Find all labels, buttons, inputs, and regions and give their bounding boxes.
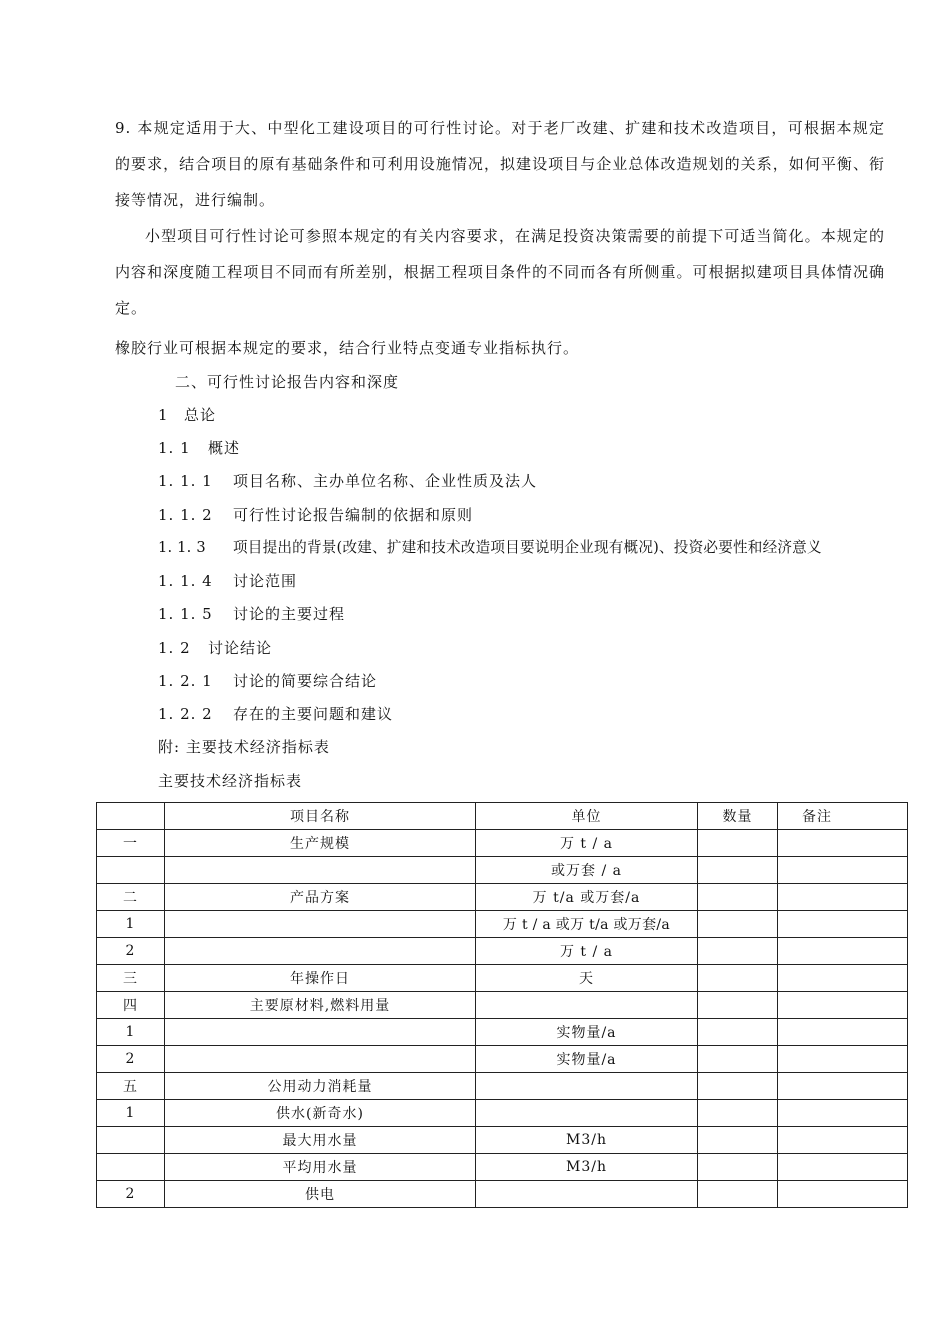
item-name: 供电 — [165, 1181, 476, 1208]
header-cell: 数量 — [698, 803, 778, 830]
outline-item — [158, 638, 272, 658]
item-name — [165, 1046, 476, 1073]
table-row — [97, 1100, 908, 1127]
table-row — [97, 884, 908, 911]
remark-cell — [778, 938, 908, 965]
row-index: 四 — [97, 992, 165, 1019]
quantity-cell — [698, 857, 778, 884]
table-row — [97, 1019, 908, 1046]
outline-item — [158, 538, 822, 558]
outline-item — [158, 571, 297, 591]
remark-cell — [778, 884, 908, 911]
outline-number: 1. 2 — [158, 639, 191, 657]
item-name — [165, 857, 476, 884]
outline-text: 讨论的主要过程 — [233, 605, 346, 623]
header-cell: 项目名称 — [165, 803, 476, 830]
outline-text: 存在的主要问题和建议 — [233, 705, 394, 723]
outline-number: 1. 1. 2 — [158, 506, 213, 524]
item-name: 生产规模 — [165, 830, 476, 857]
remark-cell — [778, 1127, 908, 1154]
outline-text: 总论 — [184, 406, 217, 424]
quantity-cell — [698, 1073, 778, 1100]
unit-cell: 实物量/a — [476, 1019, 698, 1046]
unit-cell: 万 t / a — [476, 830, 698, 857]
remark-cell — [778, 911, 908, 938]
remark-cell — [778, 1046, 908, 1073]
header-cell: 备注 — [778, 803, 908, 830]
outline-number: 1 — [158, 406, 169, 424]
outline-text: 可行性讨论报告编制的依据和原则 — [233, 506, 474, 524]
item-name: 主要原材料,燃料用量 — [165, 992, 476, 1019]
row-index — [97, 1154, 165, 1181]
unit-cell — [476, 1073, 698, 1100]
table-row — [97, 1073, 908, 1100]
table-caption: 主要技术经济指标表 — [158, 772, 303, 790]
table-row — [97, 965, 908, 992]
unit-cell — [476, 1181, 698, 1208]
unit-cell: M3/h — [476, 1127, 698, 1154]
remark-cell — [778, 1100, 908, 1127]
item-name: 平均用水量 — [165, 1154, 476, 1181]
item-name: 年操作日 — [165, 965, 476, 992]
unit-cell — [476, 992, 698, 1019]
outline-text: 项目提出的背景(改建、扩建和技术改造项目要说明企业现有概况)、投资必要性和经济意义 — [233, 539, 822, 556]
outline-item — [158, 471, 537, 491]
table-row — [97, 1181, 908, 1208]
unit-cell: 万 t / a 或万 t/a 或万套/a — [476, 911, 698, 938]
row-index — [97, 1127, 165, 1154]
table-row — [97, 857, 908, 884]
row-index — [97, 857, 165, 884]
unit-cell: 或万套 / a — [476, 857, 698, 884]
quantity-cell — [698, 1154, 778, 1181]
row-index: 1 — [97, 911, 165, 938]
item-name: 产品方案 — [165, 884, 476, 911]
item-name — [165, 1019, 476, 1046]
header-cell: 单位 — [476, 803, 698, 830]
item-name: 供水(新奇水) — [165, 1100, 476, 1127]
outline-number: 1. 1. 4 — [158, 572, 213, 590]
quantity-cell — [698, 1019, 778, 1046]
outline-text: 讨论范围 — [233, 572, 298, 590]
remark-cell — [778, 1181, 908, 1208]
outline-item — [158, 604, 345, 624]
outline-text: 项目名称、主办单位名称、企业性质及法人 — [233, 472, 538, 490]
item-name: 最大用水量 — [165, 1127, 476, 1154]
outline-number: 1. 1 — [158, 439, 191, 457]
outline-text: 讨论结论 — [208, 639, 273, 657]
remark-cell — [778, 992, 908, 1019]
quantity-cell — [698, 1181, 778, 1208]
outline-number: 1. 1. 5 — [158, 605, 213, 623]
outline-item — [158, 438, 240, 458]
row-index: 五 — [97, 1073, 165, 1100]
unit-cell: 天 — [476, 965, 698, 992]
outline-number: 1. 1. 1 — [158, 472, 213, 490]
unit-cell: 实物量/a — [476, 1046, 698, 1073]
row-index: 2 — [97, 938, 165, 965]
table-row — [97, 911, 908, 938]
item-name — [165, 938, 476, 965]
row-index: 二 — [97, 884, 165, 911]
unit-cell: 万 t/a 或万套/a — [476, 884, 698, 911]
paragraph-rubber-industry: 橡胶行业可根据本规定的要求，结合行业特点变通专业指标执行。 — [115, 339, 580, 357]
outline-text: 讨论的简要综合结论 — [233, 672, 378, 690]
table-row — [97, 830, 908, 857]
outline-item — [158, 505, 473, 525]
row-index: 1 — [97, 1019, 165, 1046]
table-row — [97, 1046, 908, 1073]
table-row — [97, 992, 908, 1019]
header-cell — [97, 803, 165, 830]
outline-number: 1. 2. 2 — [158, 705, 213, 723]
appendix-label: 附: 主要技术经济指标表 — [158, 738, 330, 756]
section-title: 二、可行性讨论报告内容和深度 — [175, 373, 400, 391]
table-row — [97, 1154, 908, 1181]
row-index: 2 — [97, 1046, 165, 1073]
unit-cell — [476, 1100, 698, 1127]
quantity-cell — [698, 1127, 778, 1154]
outline-number: 1. 1. 3 — [158, 539, 206, 556]
unit-cell: 万 t / a — [476, 938, 698, 965]
item-name: 公用动力消耗量 — [165, 1073, 476, 1100]
quantity-cell — [698, 830, 778, 857]
remark-cell — [778, 830, 908, 857]
quantity-cell — [698, 938, 778, 965]
unit-cell: M3/h — [476, 1154, 698, 1181]
outline-text: 概述 — [208, 439, 241, 457]
outline-item — [158, 671, 377, 691]
remark-cell — [778, 965, 908, 992]
quantity-cell — [698, 911, 778, 938]
table-row — [97, 938, 908, 965]
row-index: 三 — [97, 965, 165, 992]
table-header-row — [97, 803, 908, 830]
row-index: 2 — [97, 1181, 165, 1208]
row-index: 1 — [97, 1100, 165, 1127]
remark-cell — [778, 1073, 908, 1100]
outline-number: 1. 2. 1 — [158, 672, 213, 690]
remark-cell — [778, 1019, 908, 1046]
remark-cell — [778, 857, 908, 884]
indicator-table — [96, 802, 908, 1208]
outline-item — [158, 405, 216, 425]
quantity-cell — [698, 992, 778, 1019]
table-row — [97, 1127, 908, 1154]
item-name — [165, 911, 476, 938]
quantity-cell — [698, 1100, 778, 1127]
row-index: 一 — [97, 830, 165, 857]
quantity-cell — [698, 965, 778, 992]
outline-item — [158, 704, 393, 724]
paragraph-small-projects: 小型项目可行性讨论可参照本规定的有关内容要求，在满足投资决策需要的前提下可适当简化。本规定的内容和深度随工程项目不同而有所差别，根据工程项目条件的不同而各有所侧重。可根据拟建项目具体情况确定。 — [115, 227, 885, 317]
quantity-cell — [698, 884, 778, 911]
quantity-cell — [698, 1046, 778, 1073]
paragraph-scope: 9. 本规定适用于大、中型化工建设项目的可行性讨论。对于老厂改建、扩建和技术改造项目，可根据本规定的要求，结合项目的原有基础条件和可利用设施情况，拟建设项目与企业总体改造规划的关系，如何平衡、衔接等情况，进行编制。 — [115, 119, 885, 209]
remark-cell — [778, 1154, 908, 1181]
